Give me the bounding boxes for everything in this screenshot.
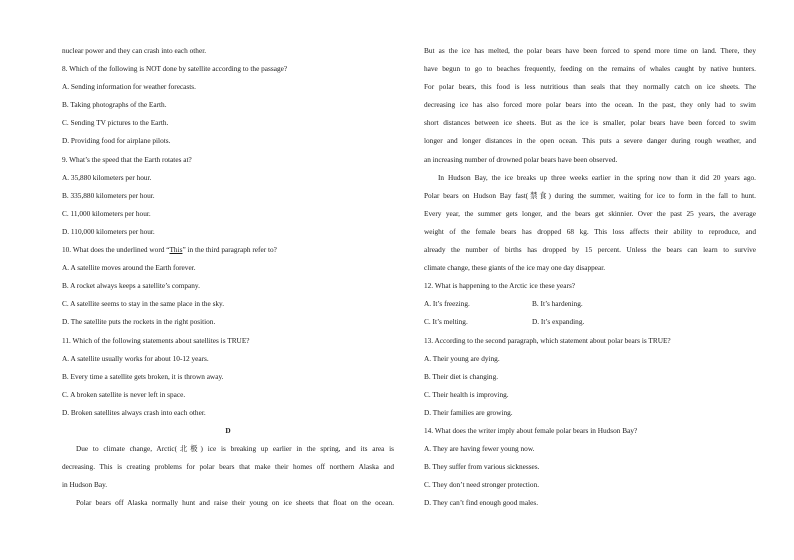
question-13: 13. According to the second paragraph, which statement about polar bears is TRUE? <box>424 335 671 345</box>
passage-line: Due to climate change, Arctic(北极) ice is breaking up earlier in the spring, and its area is <box>76 444 394 454</box>
option-11d: D. Broken satellites always crash into each other. <box>62 407 206 417</box>
underlined-word: This <box>169 245 183 255</box>
passage-line: Every year, the summer gets longer, and the bears get skinnier. Over the past 25 years, the average <box>424 208 756 218</box>
option-11c: C. A broken satellite is never left in space. <box>62 389 186 399</box>
option-8a: A. Sending information for weather forecasts. <box>62 82 196 92</box>
right-column <box>424 42 756 512</box>
option-13b: B. Their diet is changing. <box>424 371 499 381</box>
passage-line: But as the ice has melted, the polar bears have been forced to spend more time on land. There, they <box>424 46 756 55</box>
passage-line: already the number of births has dropped by 15 percent. Unless the bears can learn to survive <box>424 245 756 255</box>
options-12-row-2 <box>424 313 756 331</box>
option-9b: B. 335,880 kilometers per hour. <box>62 190 155 200</box>
option-12c: C. It’s melting. <box>424 317 468 327</box>
option-12a: A. It’s freezing. <box>424 299 470 309</box>
passage-line: Polar bears on Hudson Bay fast(禁食) during the summer, waiting for ice to form in the fall to hunt. <box>424 190 756 200</box>
section-heading: D <box>225 425 231 435</box>
option-12d: D. It’s expanding. <box>532 317 585 327</box>
passage-line: nuclear power and they can crash into each other. <box>62 46 207 55</box>
passage-line: an increasing number of drowned polar bears have been observed. <box>424 154 618 164</box>
passage-line: In Hudson Bay, the ice breaks up three weeks earlier in the spring now than it did 20 years ago. <box>438 172 756 182</box>
passage-line: Polar bears off Alaska normally hunt and raise their young on ice sheets that float on the ocean. <box>76 498 394 508</box>
question-10 <box>62 241 394 259</box>
option-14d: D. They can’t find enough good males. <box>424 498 539 508</box>
passage-line: longer and longer distances in the open ocean. This puts a severe danger during rough weather, and <box>424 136 756 146</box>
option-12b: B. It’s hardening. <box>532 299 583 309</box>
option-13a: A. Their young are dying. <box>424 353 500 363</box>
question-11: 11. Which of the following statements about satellites is TRUE? <box>62 335 250 345</box>
passage-line: For polar bears, this food is less nutritious than seals that they normally catch on ice sheets. The <box>424 82 756 92</box>
passage-line: have begun to go to beaches frequently, feeding on the remains of whales caught by native hunters. <box>424 64 756 74</box>
option-8b: B. Taking photographs of the Earth. <box>62 100 167 110</box>
passage-line: climate change, these giants of the ice may one day disappear. <box>424 263 606 273</box>
question-9: 9. What’s the speed that the Earth rotates at? <box>62 154 192 164</box>
option-8d: D. Providing food for airplane pilots. <box>62 136 171 146</box>
passage-line: decreasing. This is creating problems for polar bears that make their homes off northern Alaska and <box>62 462 394 472</box>
option-14a: A. They are having fewer young now. <box>424 444 535 454</box>
option-8c: C. Sending TV pictures to the Earth. <box>62 118 169 128</box>
options-12-row-1 <box>424 295 756 313</box>
option-10c: C. A satellite seems to stay in the same place in the sky. <box>62 299 225 309</box>
option-9c: C. 11,000 kilometers per hour. <box>62 208 151 218</box>
passage-line: in Hudson Bay. <box>62 480 108 490</box>
option-10d: D. The satellite puts the rockets in the right position. <box>62 317 216 327</box>
option-13c: C. Their health is improving. <box>424 389 509 399</box>
option-10a: A. A satellite moves around the Earth forever. <box>62 263 196 273</box>
question-10-prefix: 10. What does the underlined word “ <box>62 245 170 255</box>
option-11b: B. Every time a satellite gets broken, it is thrown away. <box>62 371 224 381</box>
question-12: 12. What is happening to the Arctic ice these years? <box>424 281 576 291</box>
passage-line: short distances between ice sheets. But as the ice is smaller, polar bears have been forced to swim <box>424 118 756 128</box>
option-9a: A. 35,880 kilometers per hour. <box>62 172 152 182</box>
option-9d: D. 110,000 kilometers per hour. <box>62 226 155 236</box>
option-14b: B. They suffer from various sicknesses. <box>424 462 540 472</box>
passage-line: decreasing ice has also forced more polar bears into the ocean. In the past, they only had to swim <box>424 100 756 110</box>
question-10-suffix: ” in the third paragraph refer to? <box>182 245 277 255</box>
option-10b: B. A rocket always keeps a satellite’s company. <box>62 281 200 291</box>
option-13d: D. Their families are growing. <box>424 407 513 417</box>
option-14c: C. They don’t need stronger protection. <box>424 480 540 490</box>
left-column <box>62 42 394 512</box>
question-8: 8. Which of the following is NOT done by satellite according to the passage? <box>62 64 288 74</box>
question-14: 14. What does the writer imply about female polar bears in Hudson Bay? <box>424 425 638 435</box>
passage-line: weight of the female bears has dropped 68 kg. This loss affects their ability to reproduce, and <box>424 226 756 236</box>
option-11a: A. A satellite usually works for about 10-12 years. <box>62 353 209 363</box>
